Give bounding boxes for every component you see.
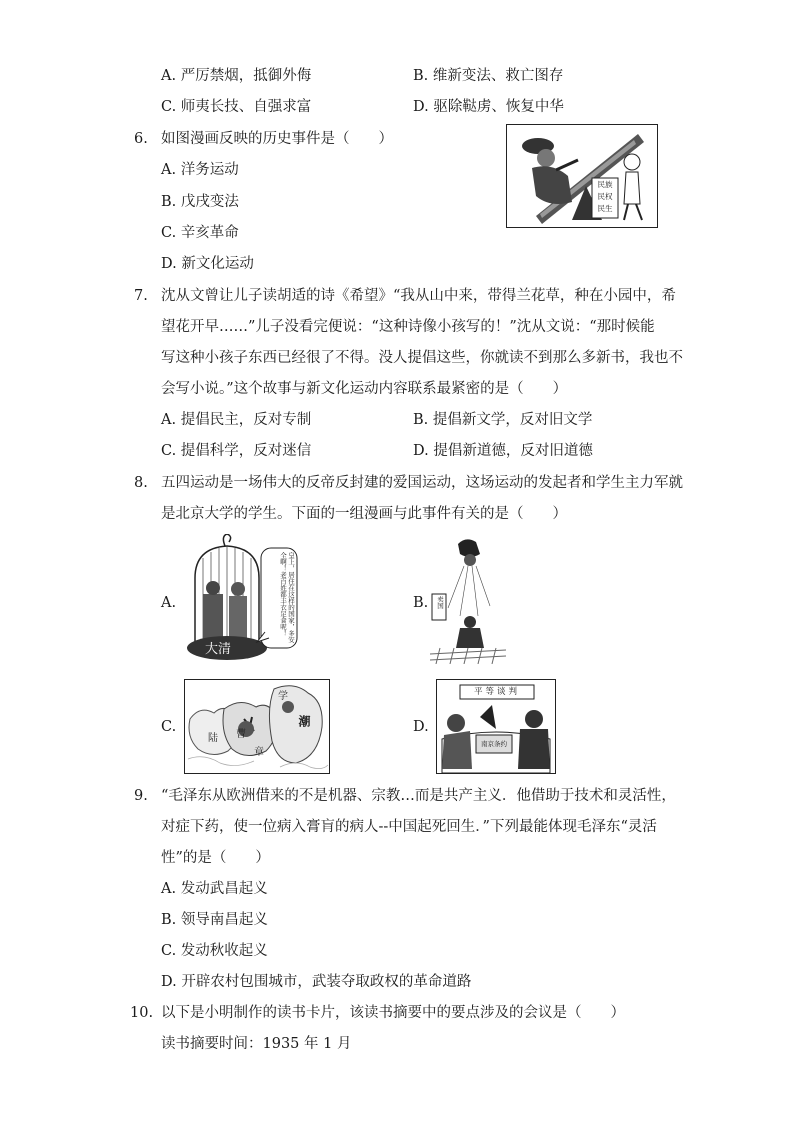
- q9-stem-line-1: “毛泽东从欧洲借来的不是机器、宗教…而是共产主义．他借助于技术和灵活性，: [161, 788, 676, 804]
- q7-option-d: D. 提倡新道德，反对旧道德: [413, 443, 593, 459]
- q8-number: 8.: [134, 475, 148, 491]
- q6-stem: 如图漫画反映的历史事件是（ ）: [161, 131, 393, 147]
- q6-number: 6.: [134, 131, 148, 147]
- q7-option-a: A. 提倡民主，反对专制: [161, 412, 312, 428]
- q9-option-c: C. 发动秋收起义: [161, 943, 268, 959]
- q7-stem-line-1: 沈从文曾让儿子读胡适的诗《希望》“我从山中来，带得兰花草，种在小园中，希: [161, 288, 676, 304]
- q6-option-c: C. 辛亥革命: [161, 225, 239, 241]
- q8-cartoon-b: [430, 536, 506, 664]
- q8-stem-line-2: 是北京大学的学生。下面的一组漫画与此事件有关的是（ ）: [161, 506, 567, 522]
- q8-cartoon-a-text-4: 丰衣足食呢！: [279, 597, 287, 637]
- q8-stem-line-1: 五四运动是一场伟大的反帝反封建的爱国运动，这场运动的发起者和学生主力军就: [161, 475, 683, 491]
- q8-cartoon-d: [436, 679, 556, 774]
- q7-stem-line-4: 会写小说。”这个故事与新文化运动内容联系最紧密的是（ ）: [161, 381, 568, 397]
- q6-option-b: B. 戊戌变法: [161, 194, 239, 210]
- q8-cartoon-d-doc: 南京条约: [481, 740, 507, 748]
- q8-cartoon-b-sign: 卖国: [436, 596, 444, 609]
- q8-cartoon-a-text-1: 皇上，居住在这: [287, 552, 295, 598]
- q5-option-c: C. 师夷长技、自强求富: [161, 99, 312, 115]
- q8-cartoon-a-bubble: [263, 552, 295, 644]
- q5-option-a: A. 严厉禁烟，抵御外侮: [161, 68, 312, 84]
- q6-sign-text-2: 民权: [597, 192, 613, 201]
- q5-option-d: D. 驱除鞑虏、恢复中华: [413, 99, 564, 115]
- q10-number: 10.: [130, 1005, 154, 1021]
- q9-option-a: A. 发动武昌起义: [161, 881, 268, 897]
- q8-cartoon-c-label-1: 学: [278, 691, 288, 702]
- q8-cartoon-d-banner: 平等谈判: [473, 687, 520, 697]
- q7-option-b: B. 提倡新文学，反对旧文学: [413, 412, 593, 428]
- q8-cartoon-c: [184, 679, 330, 774]
- q6-sign-text-1: 民族: [597, 180, 613, 189]
- q7-stem-line-3: 写这种小孩子东西已经很了不得。没人提倡这些，你就读不到那么多新书，我也不: [161, 350, 683, 366]
- q6-option-d: D. 新文化运动: [161, 256, 254, 272]
- q9-number: 9.: [134, 788, 148, 804]
- q8-option-b: B.: [413, 595, 429, 611]
- q8-cartoon-a-text-2: 样的国家，多安: [287, 597, 295, 643]
- q8-cartoon-c-label-4: 章: [254, 747, 264, 758]
- q8-option-c: C.: [161, 719, 177, 735]
- q9-stem-line-2: 对症下药，使一位病入膏肓的病人--中国起死回生．”下列最能体现毛泽东“灵活: [161, 819, 657, 835]
- q6-option-a: A. 洋务运动: [161, 162, 239, 178]
- q6-sign-text-3: 民生: [597, 204, 613, 213]
- q9-stem-line-3: 性”的是（ ）: [161, 850, 270, 866]
- q8-cartoon-c-label-2: 曹: [236, 729, 246, 740]
- q9-option-b: B. 领导南昌起义: [161, 912, 268, 928]
- q7-option-c: C. 提倡科学，反对迷信: [161, 443, 312, 459]
- q7-stem-line-2: 望花开早……”儿子没看完便说：“这种诗像小孩写的！”沈从文说：“那时候能: [161, 319, 655, 335]
- q10-stem: 以下是小明制作的读书卡片，该读书摘要中的要点涉及的会议是（ ）: [161, 1005, 625, 1021]
- q8-cartoon-a-base: 大清: [205, 642, 232, 657]
- q6-sign: [593, 179, 617, 215]
- q8-cartoon-c-label-3: 陆: [208, 733, 218, 744]
- q8-option-d: D.: [413, 719, 429, 735]
- q8-cartoon-a: [181, 534, 301, 662]
- q9-option-d: D. 开辟农村包围城市，武装夺取政权的革命道路: [161, 974, 472, 990]
- q6-cartoon-image: [506, 124, 658, 228]
- q7-number: 7.: [134, 288, 148, 304]
- q10-card-line: 读书摘要时间：1935 年 1 月: [161, 1036, 352, 1052]
- q8-cartoon-c-label-5: 潮: [297, 715, 311, 727]
- q8-cartoon-a-text-3: 全啊！老百姓都: [279, 552, 287, 598]
- q5-option-b: B. 维新变法、救亡图存: [413, 68, 564, 84]
- q8-option-a: A.: [161, 595, 177, 611]
